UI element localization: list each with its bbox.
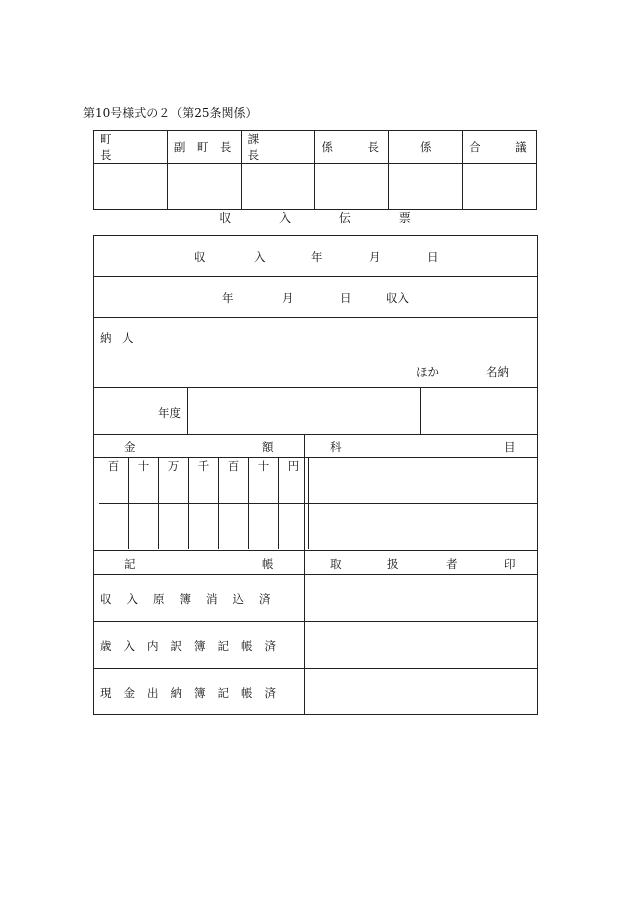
stamp-box-consultation[interactable] — [463, 164, 537, 210]
receipt-slip-frame — [93, 235, 538, 715]
date-row-label: 入 — [254, 250, 266, 264]
approval-subsection-chief: 係 長 — [315, 131, 389, 164]
heading-char: 収 — [219, 211, 232, 225]
heading-char: 伝 — [338, 211, 351, 225]
heading-char: 票 — [398, 211, 411, 225]
day-label: 日 — [427, 250, 439, 264]
year-label: 年 — [222, 291, 234, 305]
digit-unit-label: 十 — [257, 459, 270, 473]
handler-label: 取 — [330, 557, 342, 571]
month-label: 月 — [282, 291, 294, 305]
payer-others-label: ほか — [416, 365, 439, 379]
digit-unit-label: 十 — [137, 459, 150, 473]
year-label: 年 — [311, 250, 323, 264]
approval-section-chief: 課 長 — [241, 131, 315, 164]
payer-label: 人 — [122, 331, 134, 345]
ledger-label: 帳 — [262, 557, 274, 571]
revenue-date-row[interactable] — [94, 236, 537, 277]
item-label: 科 — [330, 440, 342, 454]
digit-cell-ten-million[interactable] — [129, 458, 159, 504]
fiscal-year-extra-field[interactable] — [421, 388, 537, 434]
digit-unit-label: 百 — [107, 459, 120, 473]
digit-unit-label: 円 — [287, 459, 300, 473]
amount-item-header — [94, 435, 537, 458]
handler-label: 扱 — [387, 557, 399, 571]
digit-unit-label: 百 — [227, 459, 240, 473]
digit-unit-label: 千 — [197, 459, 210, 473]
approval-deputy-mayor: 副 町 長 — [167, 131, 241, 164]
day-label: 日 — [340, 291, 352, 305]
month-label: 月 — [369, 250, 381, 264]
form-heading — [93, 209, 537, 226]
handler-stamp-1[interactable] — [305, 575, 537, 621]
approval-consultation: 合 議 — [463, 131, 537, 164]
receipt-date-row[interactable] — [94, 277, 537, 318]
fiscal-year-field[interactable] — [188, 388, 420, 434]
item-field-2[interactable] — [304, 504, 538, 549]
ledger-row-label: 歳入内訳簿記帳済 — [100, 639, 288, 653]
digit-cell-hundred-2[interactable] — [219, 504, 249, 550]
date-row-label: 収 — [194, 250, 206, 264]
receipt-label: 収入 — [386, 291, 409, 305]
amount-label: 金 — [124, 440, 136, 454]
approval-mayor: 町 長 — [94, 131, 168, 164]
ledger-header — [94, 551, 537, 575]
item-field-1[interactable] — [304, 458, 538, 504]
payer-count-label: 名納 — [486, 365, 509, 379]
form-title: 第10号様式の２（第25条関係） — [83, 106, 258, 120]
ledger-label: 記 — [124, 557, 136, 571]
digit-cell-ten-thousand[interactable] — [159, 458, 189, 504]
fiscal-year-label: 年度 — [158, 406, 181, 420]
stamp-box-subsection-chief[interactable] — [315, 164, 389, 210]
digit-cell-hundred[interactable] — [219, 458, 249, 504]
handler-label: 印 — [504, 557, 516, 571]
stamp-box-deputy-mayor[interactable] — [167, 164, 241, 210]
handler-label: 者 — [446, 557, 458, 571]
payer-label: 納 — [100, 331, 112, 345]
stamp-box-section-chief[interactable] — [241, 164, 315, 210]
digit-cell-thousand-2[interactable] — [189, 504, 219, 550]
handler-stamp-2[interactable] — [305, 622, 537, 668]
digit-unit-label: 万 — [167, 459, 180, 473]
approval-staff: 係 — [389, 131, 463, 164]
digit-cell-thousand[interactable] — [189, 458, 219, 504]
digit-cell-ten-2[interactable] — [249, 504, 279, 550]
stamp-box-staff[interactable] — [389, 164, 463, 210]
payer-row[interactable] — [94, 318, 537, 388]
digit-cell-ten-million-2[interactable] — [129, 504, 159, 550]
ledger-row-label: 現金出納簿記帳済 — [100, 686, 288, 700]
approval-stamp-table — [93, 130, 537, 210]
stamp-box-mayor[interactable] — [94, 164, 168, 210]
amount-digit-grid — [99, 458, 309, 549]
amount-label: 額 — [262, 440, 274, 454]
item-label: 目 — [504, 440, 516, 454]
heading-char: 入 — [279, 211, 292, 225]
ledger-row-label: 収入原簿消込済 — [100, 592, 286, 606]
handler-stamp-3[interactable] — [305, 669, 537, 714]
digit-cell-hundred-million-2[interactable] — [99, 504, 129, 550]
digit-cell-hundred-million[interactable] — [99, 458, 129, 504]
digit-cell-ten-thousand-2[interactable] — [159, 504, 189, 550]
digit-cell-ten[interactable] — [249, 458, 279, 504]
